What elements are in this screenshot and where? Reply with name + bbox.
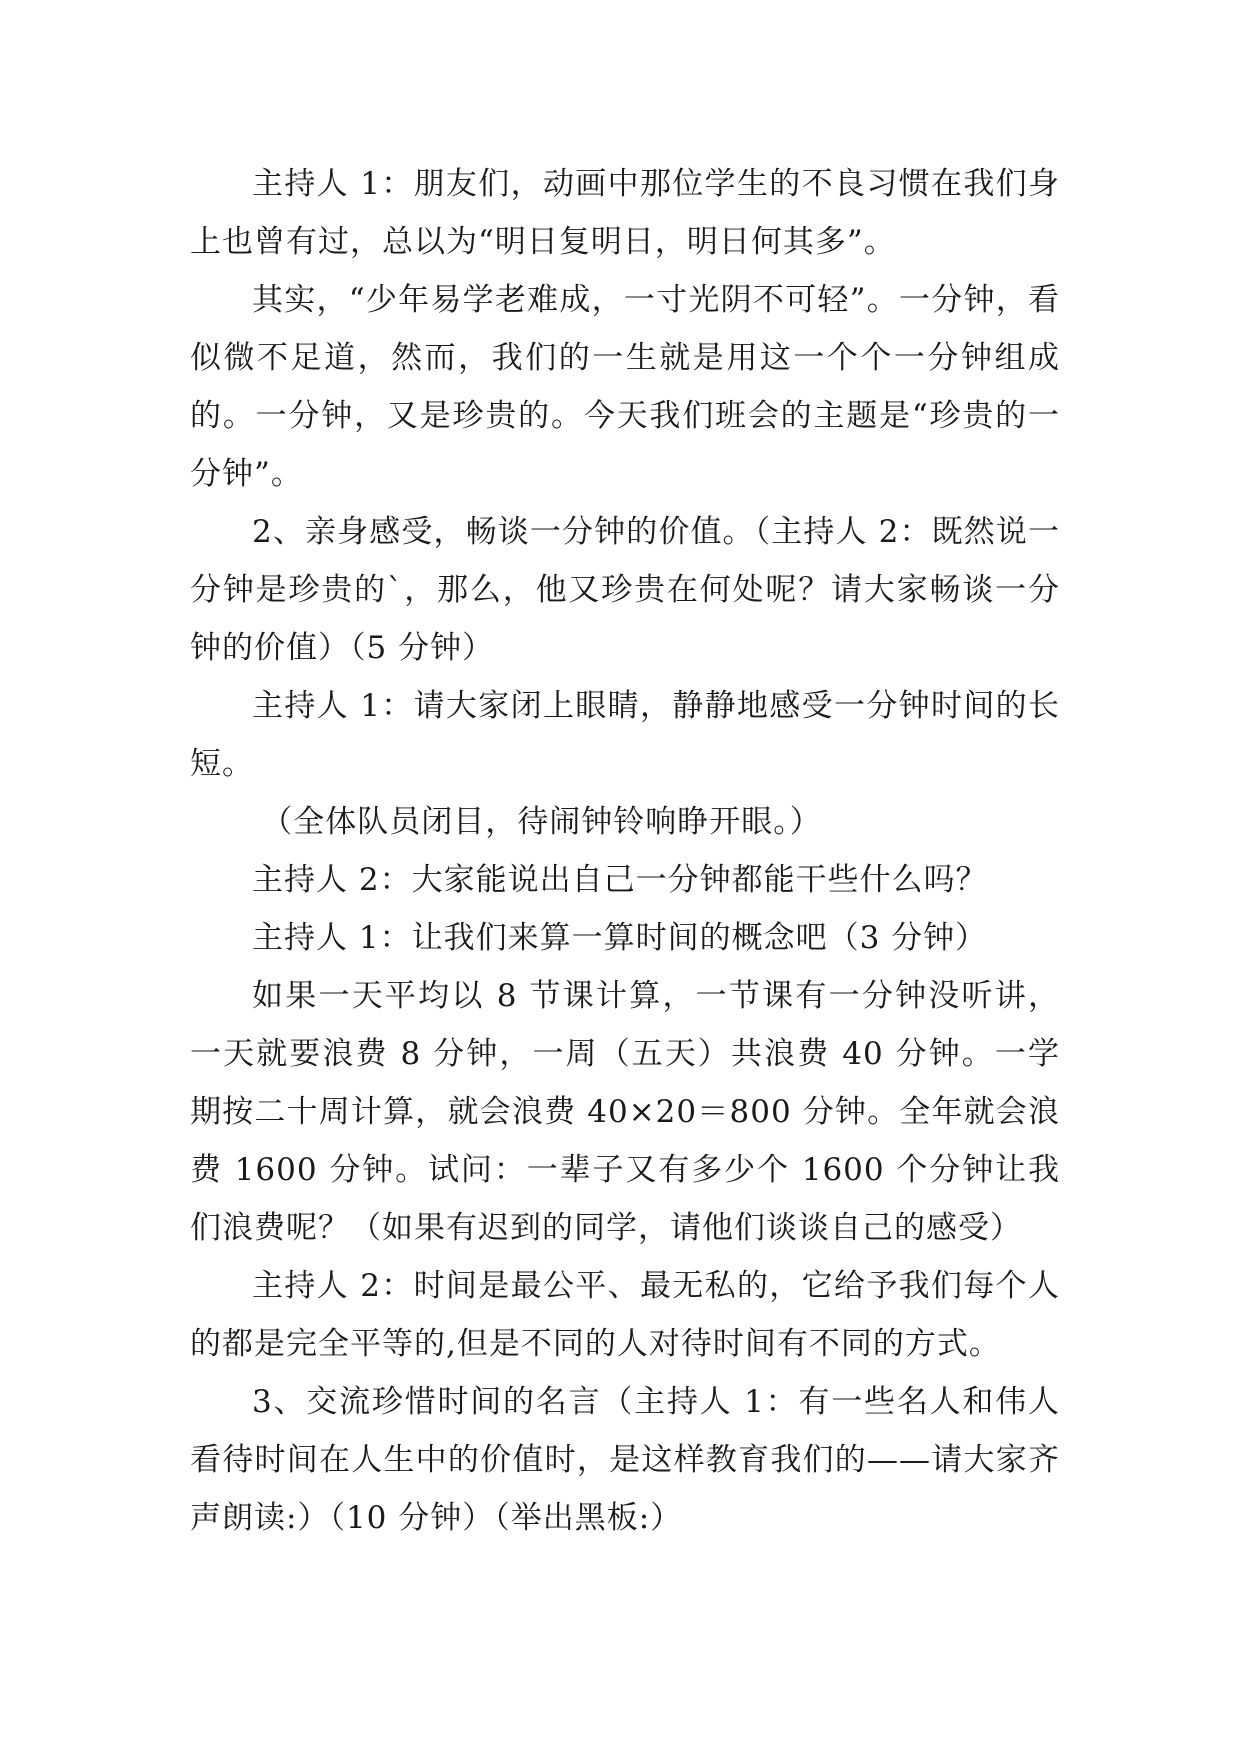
paragraph-host1-intro: 主持人 1：朋友们，动画中那位学生的不良习惯在我们身上也曾有过，总以为“明日复明日，明日何其多”。 xyxy=(190,166,1060,260)
paragraph-stage-direction: （全体队员闭目，待闹钟铃响睁开眼。） xyxy=(261,804,822,840)
document-body xyxy=(190,155,1060,1547)
paragraph-section-3: 3、交流珍惜时间的名言（主持人 1：有一些名人和伟人看待时间在人生中的价值时，是这样教育我们的——请大家齐声朗读:）（10 分钟）（举出黑板:） xyxy=(190,1384,1060,1536)
paragraph-host2-question: 主持人 2：大家能说出自己一分钟都能干些什么吗？ xyxy=(252,862,988,898)
paragraph-host1-calculate: 主持人 1：让我们来算一算时间的概念吧（3 分钟） xyxy=(252,920,988,956)
paragraph-host2-fairness: 主持人 2：时间是最公平、最无私的，它给予我们每个人的都是完全平等的,但是不同的人对待时间有不同的方式。 xyxy=(190,1268,1060,1362)
paragraph-section-2: 2、亲身感受，畅谈一分钟的价值。（主持人 2：既然说一分钟是珍贵的`，那么，他又珍贵在何处呢？请大家畅谈一分钟的价值）（5 分钟） xyxy=(190,514,1060,666)
paragraph-host1-close-eyes: 主持人 1：请大家闭上眼睛，静静地感受一分钟时间的长短。 xyxy=(190,688,1060,782)
paragraph-calculation: 如果一天平均以 8 节课计算，一节课有一分钟没听讲，一天就要浪费 8 分钟，一周（五天）共浪费 40 分钟。一学期按二十周计算，就会浪费 40×20＝800 分钟。全年就会浪费 1600 分钟。试问：一辈子又有多少个 1600 个分钟让我们浪费呢？（如果有迟到的同学，请他们谈谈自己的感受） xyxy=(190,978,1060,1246)
paragraph-theme: 其实，“少年易学老难成，一寸光阴不可轻”。一分钟，看似微不足道，然而，我们的一生就是用这一个个一分钟组成的。一分钟，又是珍贵的。今天我们班会的主题是“珍贵的一分钟”。 xyxy=(190,282,1060,492)
